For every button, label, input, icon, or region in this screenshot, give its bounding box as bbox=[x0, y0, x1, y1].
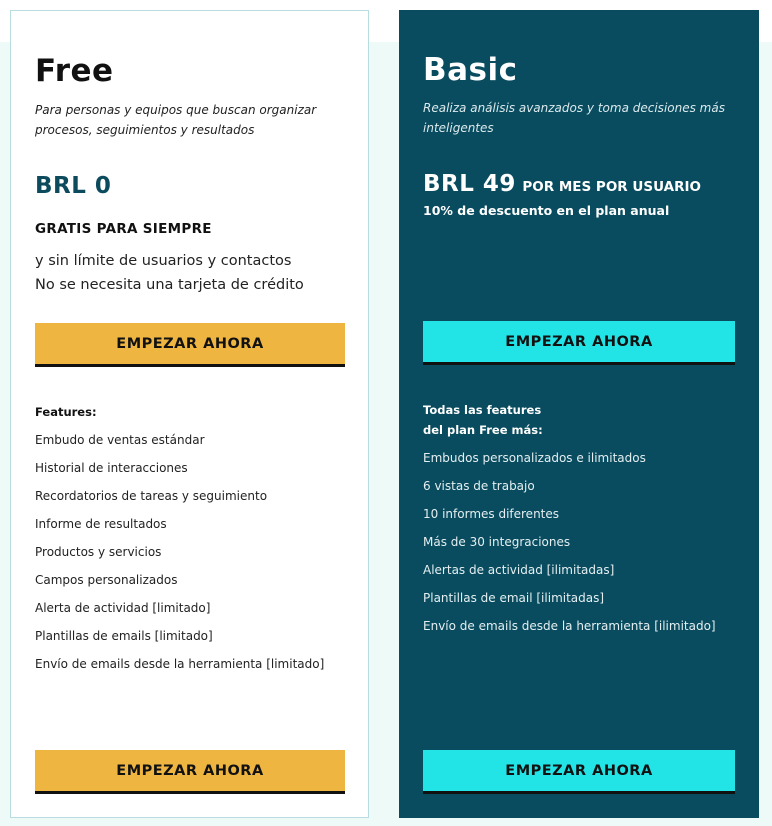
free-plan-note-line1: y sin límite de usuarios y contactos bbox=[35, 253, 292, 269]
basic-plan-price: BRL 49 bbox=[423, 171, 516, 197]
basic-plan-name: Basic bbox=[423, 52, 518, 88]
basic-plan-card bbox=[399, 10, 759, 818]
feature-item: Recordatorios de tareas y seguimiento bbox=[35, 489, 268, 503]
feature-item: Alerta de actividad [limitado] bbox=[35, 601, 211, 615]
basic-start-now-bottom-button[interactable]: EMPEZAR AHORA bbox=[423, 750, 735, 791]
basic-plan-price-period: POR MES POR USUARIO bbox=[522, 179, 701, 195]
basic-feature-list bbox=[423, 448, 716, 644]
free-plan-description: Para personas y equipos que buscan organizar procesos, seguimientos y resultados bbox=[35, 103, 317, 137]
feature-item: Historial de interacciones bbox=[35, 461, 188, 475]
basic-features-heading-line1: Todas las features bbox=[423, 403, 542, 417]
free-plan-name: Free bbox=[35, 53, 114, 89]
feature-item: Informe de resultados bbox=[35, 517, 167, 531]
free-plan-note bbox=[35, 249, 355, 297]
basic-features-heading bbox=[423, 400, 543, 440]
free-plan-card bbox=[10, 10, 369, 818]
feature-item: Alertas de actividad [ilimitadas] bbox=[423, 563, 615, 577]
feature-item: Plantillas de email [ilimitadas] bbox=[423, 591, 605, 605]
basic-start-now-button[interactable]: EMPEZAR AHORA bbox=[423, 321, 735, 362]
basic-features-heading-line2: del plan Free más: bbox=[423, 423, 543, 437]
annual-discount-note: 10% de descuento en el plan anual bbox=[423, 203, 670, 218]
free-plan-price: BRL 0 bbox=[35, 173, 112, 199]
free-forever-label: GRATIS PARA SIEMPRE bbox=[35, 221, 212, 237]
feature-item: Más de 30 integraciones bbox=[423, 535, 571, 549]
feature-item: 10 informes diferentes bbox=[423, 507, 560, 521]
feature-item: 6 vistas de trabajo bbox=[423, 479, 535, 493]
feature-item: Embudos personalizados e ilimitados bbox=[423, 451, 646, 465]
free-plan-note-line2: No se necesita una tarjeta de crédito bbox=[35, 277, 304, 293]
feature-item: Plantillas de emails [limitado] bbox=[35, 629, 213, 643]
basic-plan-description: Realiza análisis avanzados y toma decisiones más inteligentes bbox=[423, 101, 725, 135]
free-start-now-bottom-button[interactable]: EMPEZAR AHORA bbox=[35, 750, 345, 791]
feature-item: Embudo de ventas estándar bbox=[35, 433, 205, 447]
feature-item: Productos y servicios bbox=[35, 545, 162, 559]
feature-item: Envío de emails desde la herramienta [ilimitado] bbox=[423, 619, 716, 633]
feature-item: Envío de emails desde la herramienta [limitado] bbox=[35, 657, 325, 671]
free-start-now-button[interactable]: EMPEZAR AHORA bbox=[35, 323, 345, 364]
feature-item: Campos personalizados bbox=[35, 573, 178, 587]
basic-plan-price-row bbox=[423, 171, 701, 197]
free-feature-list bbox=[35, 430, 324, 682]
free-features-heading: Features: bbox=[35, 405, 97, 419]
